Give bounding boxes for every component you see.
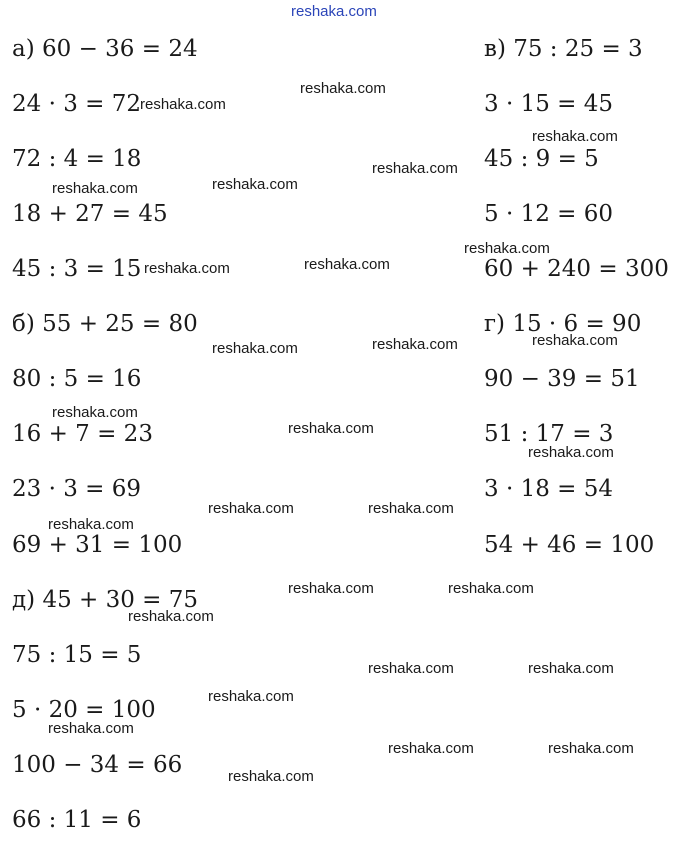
equation-g-1: г) 15 · 6 = 90 bbox=[484, 311, 642, 337]
equation-v-2: 3 · 15 = 45 bbox=[484, 91, 613, 117]
equation-a-2: 24 · 3 = 72 bbox=[12, 91, 141, 117]
equation-v-1: в) 75 : 25 = 3 bbox=[484, 36, 643, 62]
watermark: reshaka.com bbox=[144, 260, 230, 277]
site-header[interactable]: reshaka.com bbox=[291, 3, 377, 20]
watermark: reshaka.com bbox=[212, 176, 298, 193]
watermark: reshaka.com bbox=[304, 256, 390, 273]
equation-b-3: 16 + 7 = 23 bbox=[12, 421, 153, 447]
watermark: reshaka.com bbox=[548, 740, 634, 757]
equation-g-2: 90 − 39 = 51 bbox=[484, 366, 640, 392]
equation-b-5: 69 + 31 = 100 bbox=[12, 532, 183, 558]
equation-a-1: а) 60 − 36 = 24 bbox=[12, 36, 198, 62]
watermark: reshaka.com bbox=[228, 768, 314, 785]
watermark: reshaka.com bbox=[48, 516, 134, 533]
equation-d-5: 66 : 11 = 6 bbox=[12, 807, 142, 833]
watermark: reshaka.com bbox=[464, 240, 550, 257]
equation-b-1: б) 55 + 25 = 80 bbox=[12, 311, 198, 337]
watermark: reshaka.com bbox=[388, 740, 474, 757]
equation-d-3: 5 · 20 = 100 bbox=[12, 697, 156, 723]
watermark: reshaka.com bbox=[300, 80, 386, 97]
equation-b-2: 80 : 5 = 16 bbox=[12, 366, 142, 392]
watermark: reshaka.com bbox=[528, 660, 614, 677]
equation-d-4: 100 − 34 = 66 bbox=[12, 752, 183, 778]
watermark: reshaka.com bbox=[372, 336, 458, 353]
equation-g-4: 3 · 18 = 54 bbox=[484, 476, 613, 502]
watermark: reshaka.com bbox=[52, 404, 138, 421]
watermark: reshaka.com bbox=[128, 608, 214, 625]
equation-d-2: 75 : 15 = 5 bbox=[12, 642, 142, 668]
equation-v-5: 60 + 240 = 300 bbox=[484, 256, 669, 282]
equation-v-4: 5 · 12 = 60 bbox=[484, 201, 613, 227]
watermark: reshaka.com bbox=[288, 420, 374, 437]
watermark: reshaka.com bbox=[528, 444, 614, 461]
equation-a-4: 18 + 27 = 45 bbox=[12, 201, 168, 227]
watermark: reshaka.com bbox=[52, 180, 138, 197]
watermark: reshaka.com bbox=[48, 720, 134, 737]
equation-a-5: 45 : 3 = 15 bbox=[12, 256, 142, 282]
equation-v-3: 45 : 9 = 5 bbox=[484, 146, 599, 172]
watermark: reshaka.com bbox=[208, 500, 294, 517]
watermark: reshaka.com bbox=[372, 160, 458, 177]
watermark: reshaka.com bbox=[532, 332, 618, 349]
watermark: reshaka.com bbox=[212, 340, 298, 357]
equation-d-1: д) 45 + 30 = 75 bbox=[12, 587, 199, 613]
equation-b-4: 23 · 3 = 69 bbox=[12, 476, 141, 502]
equation-g-5: 54 + 46 = 100 bbox=[484, 532, 655, 558]
watermark: reshaka.com bbox=[532, 128, 618, 145]
watermark: reshaka.com bbox=[448, 580, 534, 597]
watermark: reshaka.com bbox=[368, 660, 454, 677]
watermark: reshaka.com bbox=[288, 580, 374, 597]
watermark: reshaka.com bbox=[208, 688, 294, 705]
equation-a-3: 72 : 4 = 18 bbox=[12, 146, 142, 172]
watermark: reshaka.com bbox=[140, 96, 226, 113]
equation-g-3: 51 : 17 = 3 bbox=[484, 421, 614, 447]
watermark: reshaka.com bbox=[368, 500, 454, 517]
